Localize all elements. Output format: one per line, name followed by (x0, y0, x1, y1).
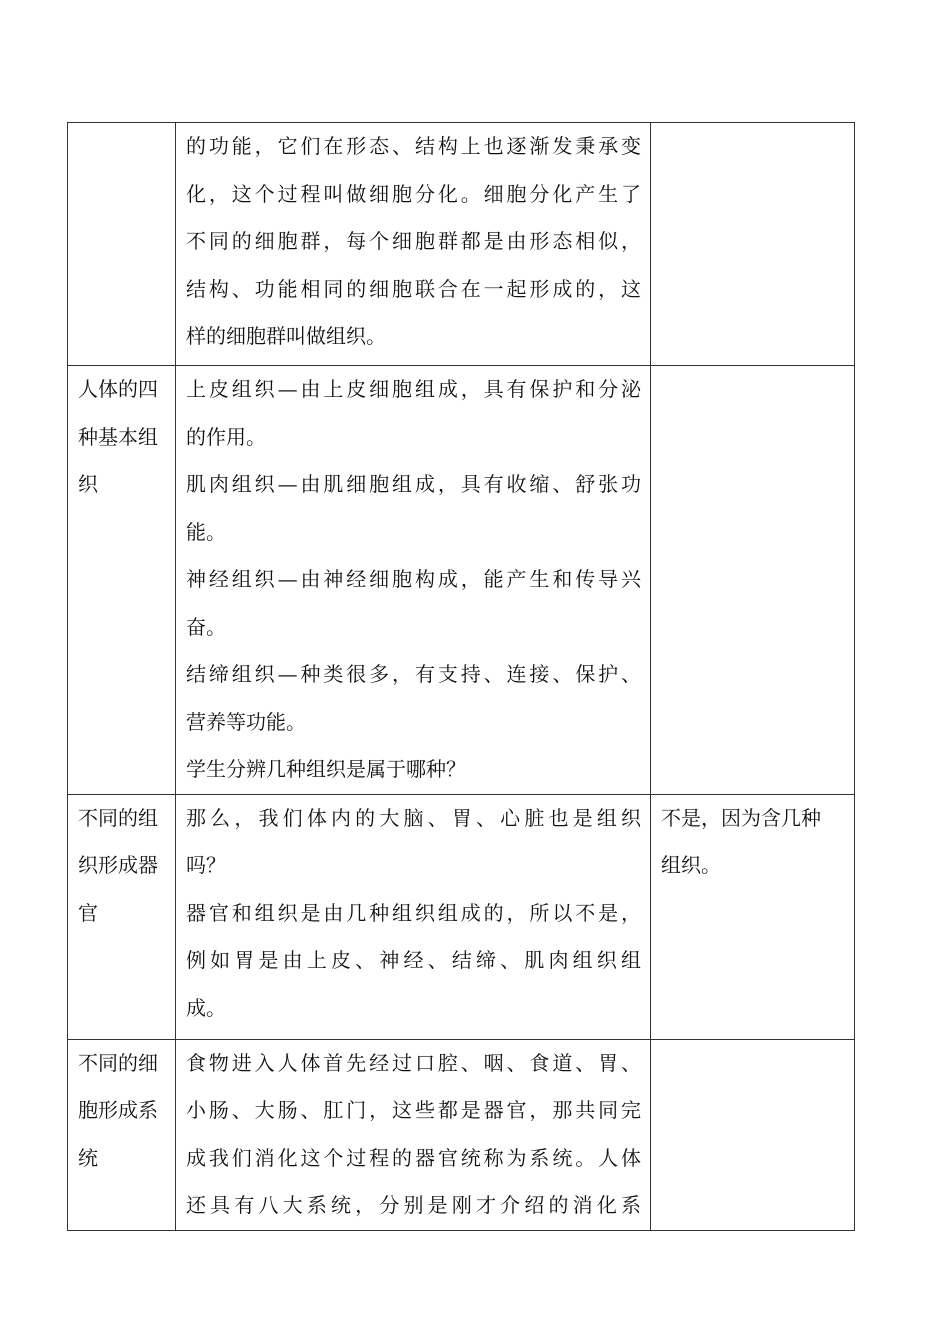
content-cell (176, 123, 651, 366)
content-line: 小肠、大肠、肛门，这些都是器官，那共同完 (186, 1098, 641, 1122)
table-row (68, 794, 855, 1039)
topic-line: 官 (78, 900, 98, 925)
content-line: 不同的细胞群，每个细胞群都是由形态相似， (186, 229, 641, 253)
topic-cell (68, 366, 176, 795)
note-line: 组织。 (661, 853, 721, 877)
topic-line: 统 (78, 1145, 98, 1170)
content-line: 奋。 (186, 614, 226, 639)
content-line: 的功能，它们在形态、结构上也逐渐发秉承变 (186, 134, 641, 158)
content-line: 样的细胞群叫做组织。 (186, 324, 386, 348)
topic-line: 不同的细 (78, 1050, 158, 1075)
content-line: 成我们消化这个过程的器官统称为系统。人体 (186, 1145, 641, 1170)
note-cell (651, 366, 855, 795)
content-line: 营养等功能。 (186, 709, 306, 734)
note-cell (651, 123, 855, 366)
content-line: 结缔组织—种类很多，有支持、连接、保护、 (186, 662, 641, 686)
content-line: 还具有八大系统，分别是刚才介绍的消化系 (186, 1193, 641, 1217)
lesson-plan-table (67, 122, 855, 1231)
content-line: 吗？ (186, 853, 226, 877)
content-line: 那么，我们体内的大脑、胃、心脏也是组织 (186, 805, 641, 830)
topic-line: 不同的组 (78, 805, 158, 830)
note-cell (651, 794, 855, 1039)
table-row (68, 1039, 855, 1230)
content-line: 神经组织—由神经细胞构成，能产生和传导兴 (186, 567, 641, 591)
topic-line: 胞形成系 (78, 1098, 158, 1122)
content-line: 上皮组织—由上皮细胞组成，具有保护和分泌 (186, 377, 641, 401)
content-line: 肌肉组织—由肌细胞组成，具有收缩、舒张功 (186, 472, 641, 496)
table-row (68, 123, 855, 366)
note-line: 不是，因为含几种 (661, 805, 821, 830)
content-line: 的作用。 (186, 424, 266, 449)
content-cell (176, 794, 651, 1039)
topic-cell (68, 794, 176, 1039)
content-cell (176, 1039, 651, 1230)
content-line: 化，这个过程叫做细胞分化。细胞分化产生了 (186, 181, 641, 206)
note-cell (651, 1039, 855, 1230)
content-line: 学生分辨几种组织是属于哪种？ (186, 757, 466, 781)
topic-line: 种基本组 (78, 424, 158, 449)
table-row (68, 366, 855, 795)
content-line: 食物进入人体首先经过口腔、咽、食道、胃、 (186, 1050, 641, 1075)
topic-cell (68, 1039, 176, 1230)
topic-line: 人体的四 (78, 377, 158, 401)
content-cell (176, 366, 651, 795)
topic-cell (68, 123, 176, 366)
content-line: 器官和组织是由几种组织组成的，所以不是， (186, 900, 641, 925)
table-body (68, 123, 855, 1231)
content-line: 结构、功能相同的细胞联合在一起形成的，这 (186, 276, 641, 301)
content-line: 能。 (186, 519, 226, 544)
topic-line: 织形成器 (78, 853, 158, 877)
topic-line: 织 (78, 472, 98, 496)
content-line: 例如胃是由上皮、神经、结缔、肌肉组织组 (186, 948, 641, 972)
content-line: 成。 (186, 995, 226, 1020)
